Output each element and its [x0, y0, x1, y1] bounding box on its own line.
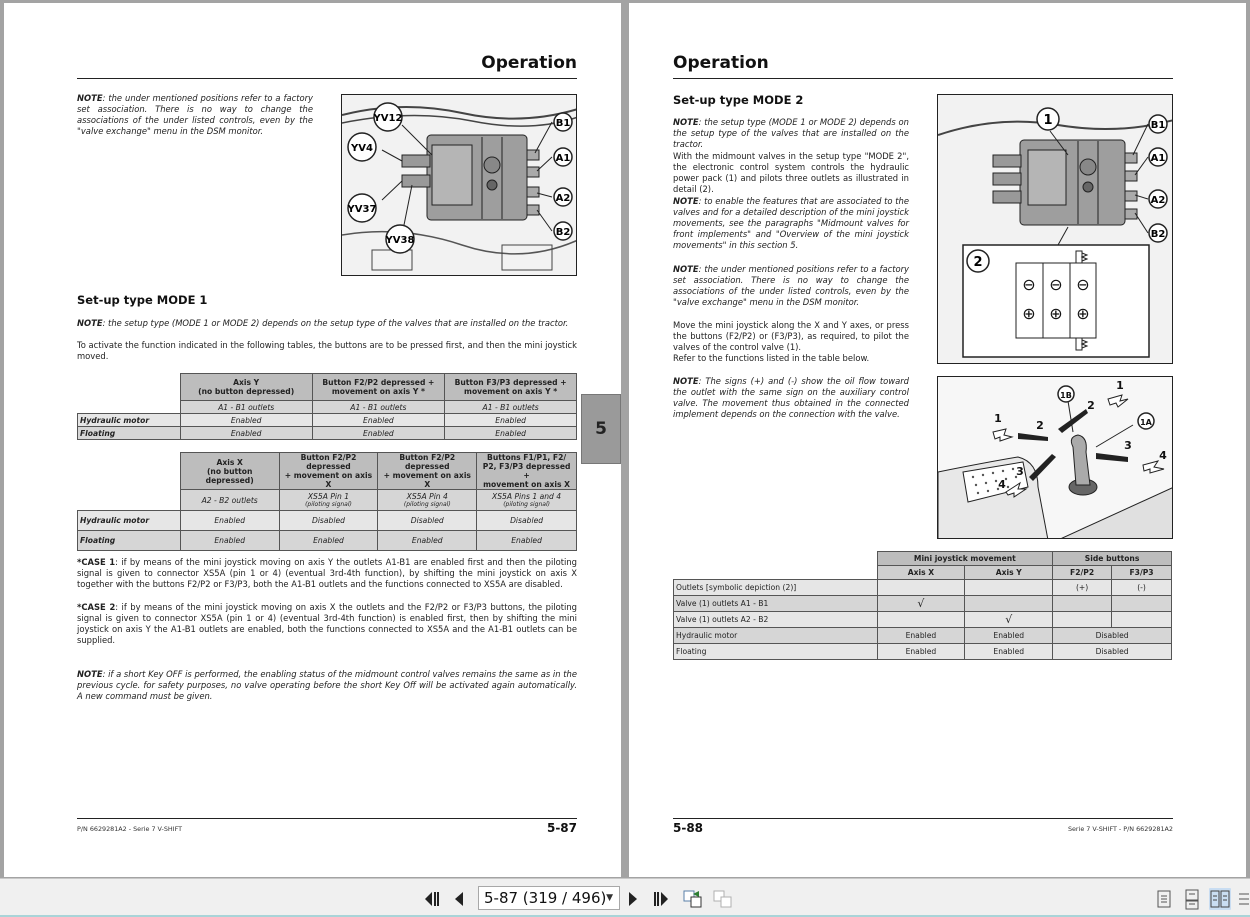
label-1: 1: [1116, 379, 1124, 392]
group-header-side-buttons: Side buttons: [1053, 552, 1172, 566]
page-5-87: [4, 3, 621, 877]
facing-view-button[interactable]: [1209, 888, 1231, 910]
note-key-off: NOTE: if a short Key OFF is performed, the enabling status of the midmount control valves remains the same as in the previous cycle. for safety purposes, no valve operating before the short Key Off will be activated again automatically. A new command must be given.: [77, 669, 577, 701]
table2-header: Button F2/P2 depressed + movement on axis X: [378, 453, 477, 490]
table-row: Floating Enabled Enabled Disabled: [674, 644, 1172, 660]
footer-rule: [77, 818, 577, 819]
previous-view-icon: [683, 889, 703, 909]
table-row: Valve (1) outlets A2 - B2 √: [674, 612, 1172, 628]
label-b2: B2: [1150, 229, 1166, 240]
minus-icon: ⊖: [1022, 275, 1036, 294]
label-yv12: YV12: [373, 113, 403, 124]
label-3: 3: [1124, 439, 1132, 452]
col-header: Axis X: [877, 566, 965, 580]
note-setup-type: NOTE: the setup type (MODE 1 or MODE 2) depends on the setup type of the valves that are installed on the tractor.: [673, 117, 909, 149]
label-2: 2: [1087, 399, 1095, 412]
plus-icon: ⊕: [1076, 304, 1090, 323]
page-number: 5-87: [546, 821, 577, 835]
page-number-select[interactable]: 5-87 (319 / 496) ▼: [478, 886, 620, 910]
note-features: NOTE: to enable the features that are associated to the valves and for a detailed description of the mini joystick movements, see the paragraphs "Midmount valves for front implements" and "Overview of the mini joystick movements" in this section 5.: [673, 196, 909, 250]
col-header: Axis Y: [965, 566, 1053, 580]
table-row: Floating Enabled Enabled Enabled Enabled: [78, 531, 577, 551]
minus-icon: ⊖: [1076, 275, 1090, 294]
minus-icon: ⊖: [1049, 275, 1063, 294]
facing-pages-icon: [1209, 888, 1231, 910]
mode2-functions-table: [673, 551, 1172, 660]
navigation-toolbar: [0, 878, 1250, 917]
label-a2: A2: [1150, 195, 1166, 206]
table2-header: Buttons F1/P1, F2/ P2, F3/P3 depressed + movement on axis X: [477, 453, 577, 490]
continuous-facing-view-button[interactable]: [1237, 888, 1250, 910]
refer-paragraph: Refer to the functions listed in the table below.: [673, 353, 870, 363]
joystick-illustration: [938, 377, 1173, 539]
header-rule: [673, 78, 1173, 79]
mode1-axis-x-table: [77, 452, 577, 551]
page-header: Operation: [673, 53, 769, 73]
case2-paragraph: *CASE 2: if by means of the mini joystick moving on axis X the outlets and the F2/P2 or F3/P3 buttons, the piloting signal is given to connector XS5A (pin 1 or 4) (eventual 3rd-4th function) is enabled first, then by shifting the mini joystick on axis Y the A1-B1 outlets are enabled, both the functions connected to XS5A and the A1-B1 outlets can be supplied.: [77, 602, 577, 645]
table2-subheader: XS5A Pins 1 and 4 (piloting signal): [477, 490, 577, 511]
mode1-axis-y-table: [77, 373, 577, 440]
header-rule: [77, 78, 577, 79]
move-joystick-paragraph: Move the mini joystick along the X and Y axes, or press the buttons (F2/P2) or (F3/P3), as required, to pilot the valves of the control valve (1).: [673, 320, 909, 352]
next-page-button[interactable]: [625, 889, 641, 909]
section-title-mode1: Set-up type MODE 1: [77, 293, 208, 307]
continuous-view-button[interactable]: [1181, 888, 1203, 910]
table1-subheader: A1 - B1 outlets: [312, 401, 445, 414]
single-page-view-button[interactable]: [1153, 888, 1175, 910]
label-4: 4: [1159, 449, 1167, 462]
label-2: 2: [973, 255, 983, 270]
label-1: 1: [1043, 113, 1053, 128]
previous-view-button[interactable]: [682, 889, 704, 909]
next-view-icon: [713, 889, 733, 909]
previous-page-icon: [453, 891, 465, 907]
label-b1: B1: [555, 118, 571, 129]
section-title-mode2: Set-up type MODE 2: [673, 93, 804, 107]
intro-paragraph: To activate the function indicated in the following tables, the buttons are to be pressed first, and then the mini joystick moved.: [77, 340, 577, 361]
page-number: 5-88: [673, 821, 704, 835]
mode2-description: With the midmount valves in the setup type "MODE 2", the electronic control system controls the hydraulic power pack (1) and pilots three outlets as illustrated in detail (2).: [673, 151, 909, 194]
last-page-button[interactable]: [651, 889, 671, 909]
label-1: 1: [994, 412, 1002, 425]
table-row: Floating Enabled Enabled Enabled: [78, 427, 577, 440]
next-view-button[interactable]: [712, 889, 734, 909]
note-factory-association: NOTE: the under mentioned positions refer to a factory set association. There is no way to change the associations of the under listed controls, even by the "valve exchange" menu in the DSM monitor.: [77, 93, 313, 136]
valve-detail-illustration: [938, 95, 1173, 364]
footer-part-number: Serie 7 V-SHIFT - P/N 6629281A2: [1067, 825, 1173, 833]
label-a1: A1: [1150, 153, 1166, 164]
table2-header: Button F2/P2 depressed + movement on axis X: [279, 453, 378, 490]
footer-rule: [673, 818, 1173, 819]
label-4: 4: [998, 478, 1006, 491]
label-a2: A2: [555, 193, 571, 204]
col-header: F3/P3: [1112, 566, 1172, 580]
label-3: 3: [1016, 465, 1024, 478]
table-row: Hydraulic motor Enabled Enabled Disabled: [674, 628, 1172, 644]
table-row: Outlets [symbolic depiction (2)] (+) (-): [674, 580, 1172, 596]
label-2: 2: [1036, 419, 1044, 432]
continuous-page-icon: [1181, 888, 1203, 910]
col-header: F2/P2: [1053, 566, 1112, 580]
label-1b: 1B: [1060, 391, 1072, 400]
table2-subheader: XS5A Pin 1 (piloting signal): [279, 490, 378, 511]
table-row: Hydraulic motor Enabled Disabled Disabled Disabled: [78, 511, 577, 531]
table1-subheader: A1 - B1 outlets: [180, 401, 312, 414]
valve-figure-mode2: [937, 94, 1173, 364]
next-page-icon: [627, 891, 639, 907]
previous-page-button[interactable]: [451, 889, 467, 909]
note-signs: NOTE: The signs (+) and (-) show the oil flow toward the outlet with the same sign on the auxiliary control valve. The movement thus obtained in the connected implement depends on the connection with the valve.: [673, 376, 909, 419]
table-row: Valve (1) outlets A1 - B1 √: [674, 596, 1172, 612]
table1-subheader: A1 - B1 outlets: [445, 401, 577, 414]
table2-subheader: A2 - B2 outlets: [180, 490, 279, 511]
page-5-88: [629, 3, 1246, 877]
label-a1: A1: [555, 153, 571, 164]
table1-header: Axis Y (no button depressed): [180, 374, 312, 401]
single-page-icon: [1153, 888, 1175, 910]
plus-icon: ⊕: [1049, 304, 1063, 323]
valve-illustration: [342, 95, 577, 276]
table1-header: Button F2/P2 depressed + movement on axis Y *: [312, 374, 445, 401]
plus-icon: ⊕: [1022, 304, 1036, 323]
valve-figure-mode1: [341, 94, 577, 276]
joystick-figure: [937, 376, 1173, 539]
section-tab: 5: [581, 394, 621, 464]
group-header-joystick: Mini joystick movement: [877, 552, 1053, 566]
label-yv4: YV4: [351, 143, 373, 154]
table2-header: Axis X (no button depressed): [180, 453, 279, 490]
footer-part-number: P/N 6629281A2 - Serie 7 V-SHIFT: [77, 825, 183, 833]
continuous-facing-icon: [1237, 888, 1250, 910]
last-page-icon: [652, 891, 670, 907]
table1-header: Button F3/P3 depressed + movement on axis Y *: [445, 374, 577, 401]
case1-paragraph: *CASE 1: if by means of the mini joystick moving on axis Y the outlets A1-B1 are enabled first and then the piloting signal is given to connector XS5A (pin 1 or 4) (eventual 3rd-4th function), by shifting the mini joystick on axis X together with the buttons F2/P2 or F3/P3, both the A1-B1 outlets and the functions connected to XS5A are disabled.: [77, 557, 577, 589]
label-b2: B2: [555, 227, 571, 238]
first-page-button[interactable]: [422, 889, 442, 909]
table2-subheader: XS5A Pin 4 (piloting signal): [378, 490, 477, 511]
label-b1: B1: [1150, 120, 1166, 131]
label-yv38: YV38: [385, 235, 415, 246]
note-factory-association: NOTE: the under mentioned positions refer to a factory set association. There is no way to change the associations of the under listed controls, even by the "valve exchange" menu in the DSM monitor.: [673, 264, 909, 307]
label-1a: 1A: [1140, 418, 1152, 427]
page-header: Operation: [481, 53, 577, 73]
table-row: Hydraulic motor Enabled Enabled Enabled: [78, 414, 577, 427]
label-yv37: YV37: [347, 204, 377, 215]
chevron-down-icon: ▼: [606, 893, 613, 903]
note-setup-type: NOTE: the setup type (MODE 1 or MODE 2) depends on the setup type of the valves that are installed on the tractor.: [77, 318, 569, 328]
first-page-icon: [423, 891, 441, 907]
